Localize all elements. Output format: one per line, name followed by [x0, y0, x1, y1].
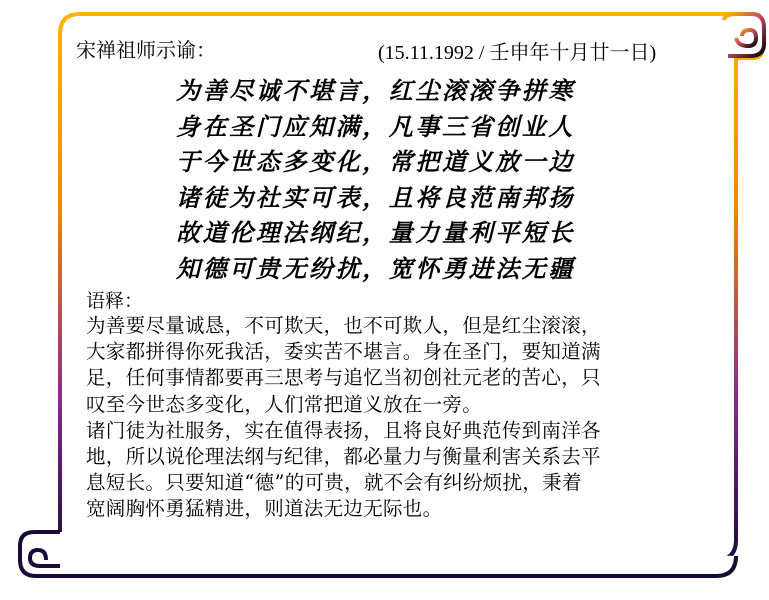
explanation-line: 为善要尽量诚恳，不可欺天，也不可欺人，但是红尘滚滚， [86, 314, 601, 337]
explanation-line: 足，任何事情都要再三思考与追忆当初创社元老的苦心，只 [86, 366, 601, 390]
poem-line: 知德可贵无纷扰，宽怀勇进法无疆 [176, 254, 575, 283]
poem-line: 诸徒为社实可表，且将良范南邦扬 [176, 183, 575, 212]
date-text: (15.11.1992 / 壬申年十月廿一日) [378, 42, 657, 64]
poem-line: 故道伦理法纲纪，量力量利平短长 [176, 219, 575, 248]
explanation-line: 大家都拼得你死我活，委实苦不堪言。身在圣门，要知道满 [86, 340, 601, 364]
explanation-line: 地，所以说伦理法纲与纪律，都必量力与衡量利害关系去平 [86, 445, 601, 469]
explanation-line: 宽阔胸怀勇猛精进，则道法无边无际也。 [86, 497, 443, 521]
explanation-text [86, 313, 706, 523]
explanation-line: 诸门徒为社服务，实在值得表扬，且将良好典范传到南洋各 [86, 418, 601, 442]
poem-line: 身在圣门应知满，凡事三省创业人 [176, 112, 575, 141]
explanation-line: 息短长。只要知道“德”的可贵，就不会有纠纷烦扰，秉着 [86, 471, 582, 495]
explanation-label: 语释： [86, 290, 144, 312]
poem-line: 于今世态多变化，常把道义放一边 [176, 148, 575, 177]
poem-line: 为善尽诚不堪言，红尘滚滚争拼寒 [176, 77, 575, 105]
poem-block [176, 74, 626, 288]
explanation-line: 叹至今世态多变化，人们常把道义放在一旁。 [86, 392, 483, 416]
page-title: 宋禅祖师示谕： [76, 38, 216, 62]
